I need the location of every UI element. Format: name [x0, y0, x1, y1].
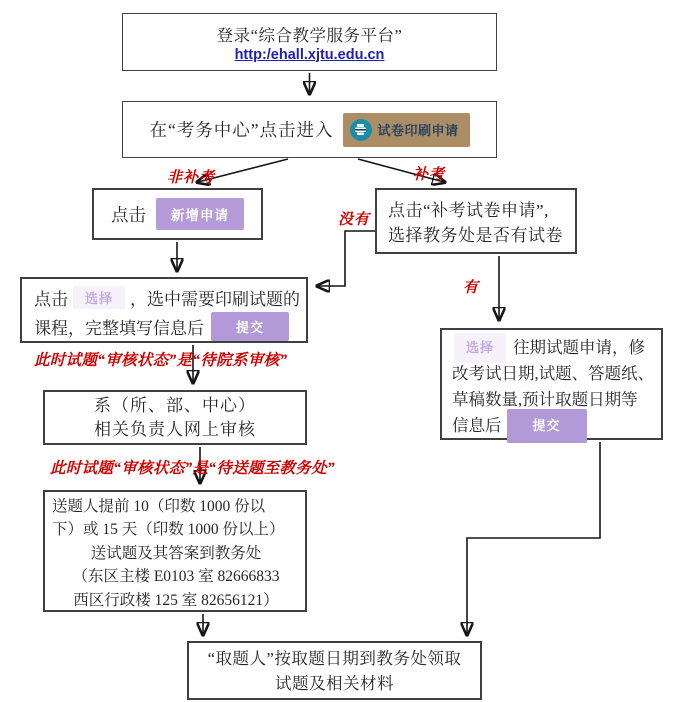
node-select-course	[20, 277, 308, 343]
deliver-line: 西区行政楼 125 室 82656121）	[73, 591, 279, 609]
pickup-line1: “取题人”按取题日期到教务处领取	[207, 648, 462, 668]
branch-label-makeup: 补考	[413, 167, 446, 183]
deliver-line: 送试题及其答案到教务处	[90, 544, 262, 562]
dept-line1: 系（所、部、中心）	[94, 395, 256, 415]
branch-label-has-paper: 有	[463, 280, 480, 296]
node-dept-online-review	[43, 390, 307, 445]
select-course-pre: 点击	[34, 290, 68, 309]
past-text1: 往期试题申请，修	[513, 338, 646, 357]
past-line3: 草稿数量,预计取题日期等	[452, 390, 638, 409]
makeup-line1: 点击“补考试卷申请”,	[388, 201, 549, 220]
select-button[interactable]: 选择	[73, 286, 125, 309]
new-apply-button[interactable]: 新增申请	[156, 198, 244, 230]
submit-button[interactable]: 提交	[211, 312, 289, 341]
select-course-text2: 课程，完整填写信息后	[34, 319, 204, 338]
submit-button-past[interactable]: 提交	[507, 409, 587, 443]
branch-label-non-makeup: 非补考	[167, 170, 216, 186]
node-login-platform	[122, 13, 497, 71]
past-line2: 改考试日期,试题、答题纸、	[452, 364, 655, 383]
branch-label-no-paper: 没有	[338, 212, 371, 228]
status-note-pending-send-to-office: 此时试题“审核状态”是“待送题至教务处”	[50, 460, 336, 477]
paper-print-apply-button[interactable]	[343, 113, 470, 147]
login-title: 登录“综合教学服务平台”	[216, 25, 403, 45]
exam-center-text: 在“考务中心”点击进入	[149, 120, 334, 140]
past-line4	[452, 413, 657, 439]
dept-line2: 相关负责人网上审核	[94, 419, 256, 439]
node-past-paper-apply	[440, 328, 663, 440]
node-exam-center-entry	[122, 101, 497, 158]
select-course-mid: ，选中需要印刷试题的	[130, 290, 301, 309]
printer-icon	[350, 119, 372, 141]
node-new-application	[92, 188, 263, 240]
deliver-line: 送题人提前 10（印数 1000 份以	[52, 498, 266, 515]
makeup-line2: 选择教务处是否有试卷	[388, 226, 563, 245]
select-course-line2	[34, 312, 306, 341]
past-line1	[452, 335, 657, 361]
print-badge-label: 试卷印刷申请	[377, 123, 459, 138]
pickup-line2: 试题及相关材料	[275, 673, 394, 693]
status-note-pending-dept-review: 此时试题“审核状态”是“待院系审核”	[34, 352, 288, 369]
node-pickup-papers	[187, 641, 482, 700]
deliver-line: 下）或 15 天（印数 1000 份以上）	[52, 521, 285, 539]
node-deliver-papers	[43, 490, 307, 612]
select-course-line1	[34, 283, 306, 312]
new-apply-text: 点击	[111, 204, 146, 225]
select-button-past[interactable]: 选择	[454, 333, 506, 363]
past-text4: 信息后	[452, 416, 502, 435]
deliver-line: （东区主楼 E0103 室 82666833	[72, 568, 280, 586]
ehall-link[interactable]: http:/ehall.xjtu.edu.cn	[234, 46, 385, 63]
node-makeup-paper-apply	[375, 188, 577, 254]
